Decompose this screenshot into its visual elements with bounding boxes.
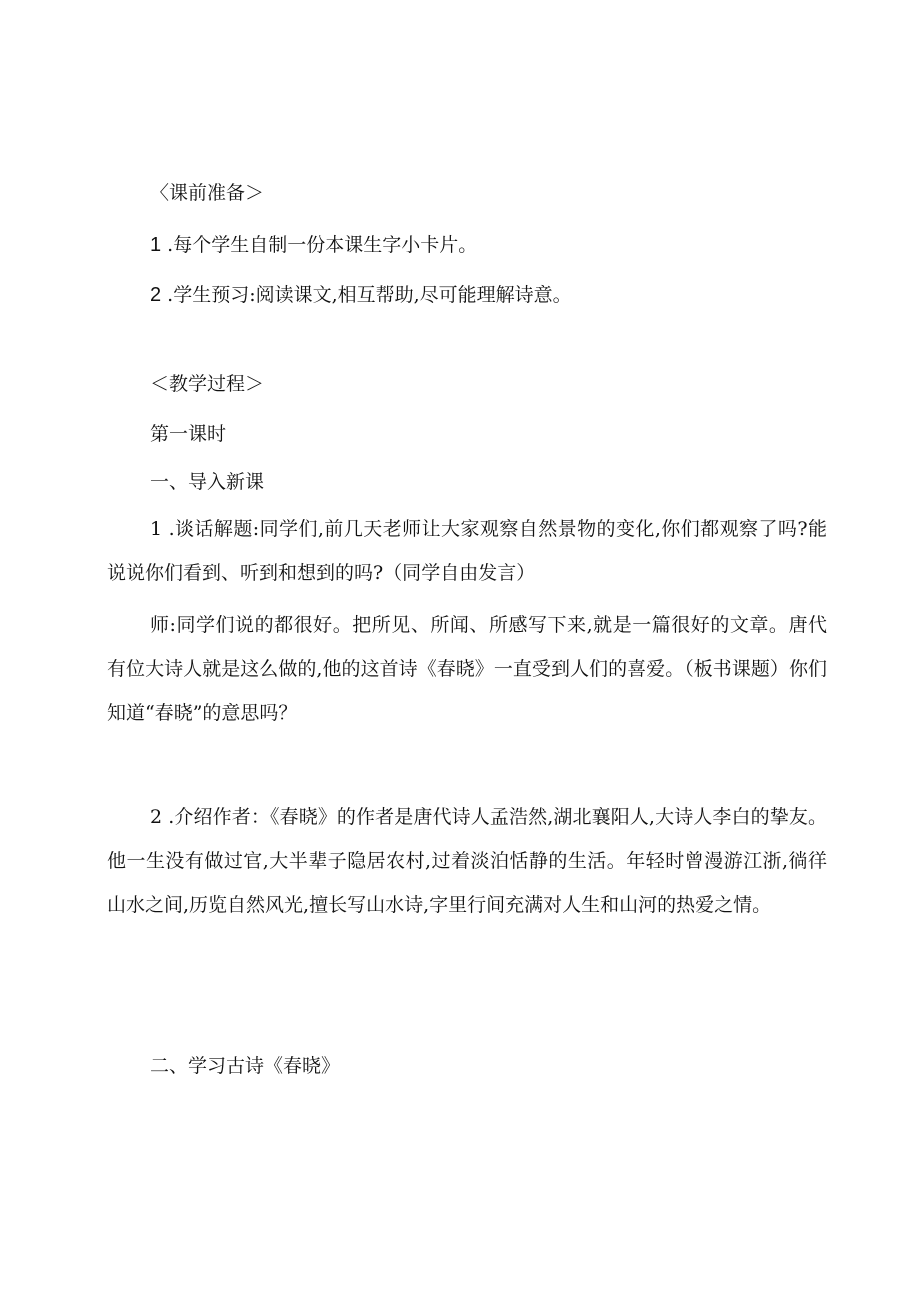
paragraph-teacher: 师:同学们说的都很好。把所见、所闻、所感写下来,就是一篇很好的文章。唐代有位大诗人就是这么做的,他的这首诗《春晓》一直受到人们的喜爱。（板书课题）你们知道“春晓”的意思吗？ [107,614,827,724]
prep-item-1-number: 1 [150,234,162,256]
section-two-heading: 二、学习古诗《春晓》 [150,1055,341,1077]
prep-item-2-text: .学生预习:阅读课文,相互帮助,尽可能理解诗意。 [161,284,572,306]
process-heading: ＜教学过程＞ [150,373,265,395]
prep-heading: 〈课前准备＞ [150,182,265,204]
lesson-label: 第一课时 [150,423,227,445]
prep-item-2-number: 2 [150,284,162,306]
prep-item-1 [150,232,477,258]
section-one-heading: 一、导入新课 [150,471,265,493]
paragraph-talk: 1 .谈话解题:同学们,前几天老师让大家观察自然景物的变化,你们都观察了吗?能说说你们看到、听到和想到的吗?（同学自由发言） [107,518,827,584]
prep-item-1-text: .每个学生自制一份本课生字小卡片。 [161,234,478,256]
prep-item-2 [150,282,572,308]
paragraph-author: 2 .介绍作者：《春晓》的作者是唐代诗人孟浩然,湖北襄阳人,大诗人李白的挚友。他一生没有做过官,大半辈子隐居农村,过着淡泊恬静的生活。年轻时曾漫游江浙,徜徉山水之间,历览自然风光,擅长写山水诗,字里行间充满对人生和山河的热爱之情。 [107,806,827,916]
